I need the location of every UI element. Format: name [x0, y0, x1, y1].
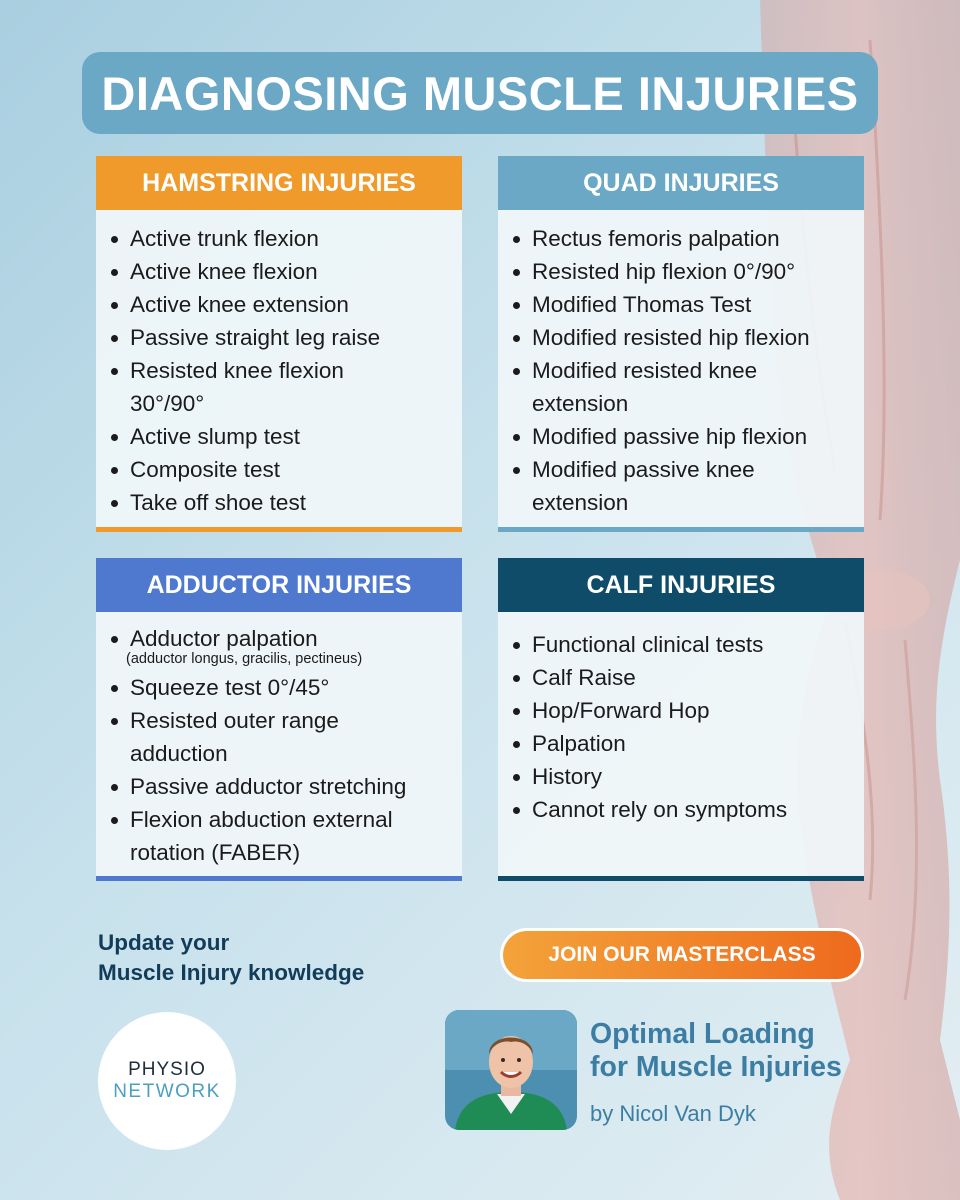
list-item: History	[510, 760, 854, 793]
list-item: Palpation	[510, 727, 854, 760]
hamstring-card	[96, 156, 462, 532]
logo-line-1: PHYSIO	[128, 1059, 206, 1080]
title-banner	[82, 52, 878, 134]
list-item: Rectus femoris palpation	[510, 222, 854, 255]
list-item: Modified passive hip flexion	[510, 420, 854, 453]
list-item: Squeeze test 0°/45°	[108, 671, 452, 704]
calf-card	[498, 558, 864, 881]
list-item: Modified resisted hip flexion	[510, 321, 854, 354]
page-title: DIAGNOSING MUSCLE INJURIES	[101, 66, 859, 120]
calf-card-body	[498, 612, 864, 876]
adductor-test-list	[108, 622, 452, 869]
join-masterclass-button[interactable]: JOIN OUR MASTERCLASS	[500, 928, 864, 982]
calf-test-list	[510, 628, 854, 826]
list-item: Modified Thomas Test	[510, 288, 854, 321]
list-item: Active knee flexion	[108, 255, 452, 288]
list-item: Passive adductor stretching	[108, 770, 452, 803]
course-title	[590, 1018, 890, 1084]
quad-test-list	[510, 222, 854, 519]
adductor-card-heading: ADDUCTOR INJURIES	[96, 558, 462, 612]
course-title-line-2: for Muscle Injuries	[590, 1051, 842, 1083]
update-line-1: Update your	[98, 930, 230, 955]
hamstring-test-list	[108, 222, 452, 519]
list-item: Active trunk flexion	[108, 222, 452, 255]
list-item: Hop/Forward Hop	[510, 694, 854, 727]
quad-card-heading: QUAD INJURIES	[498, 156, 864, 210]
quad-card	[498, 156, 864, 532]
instructor-photo-icon	[445, 1010, 577, 1130]
logo-line-2: NETWORK	[113, 1081, 221, 1102]
list-item: Composite test	[108, 453, 452, 486]
course-title-line-1: Optimal Loading	[590, 1018, 815, 1050]
list-item: Resisted hip flexion 0°/90°	[510, 255, 854, 288]
list-item: Take off shoe test	[108, 486, 452, 519]
update-line-2: Muscle Injury knowledge	[98, 960, 365, 985]
quad-card-underline	[498, 527, 864, 532]
adductor-palpation-label: Adductor palpation	[130, 626, 318, 651]
calf-card-heading: CALF INJURIES	[498, 558, 864, 612]
hamstring-card-body	[96, 210, 462, 527]
hamstring-card-heading: HAMSTRING INJURIES	[96, 156, 462, 210]
physio-network-logo[interactable]	[98, 1012, 236, 1150]
adductor-card-body	[96, 612, 462, 876]
adductor-palpation-note: (adductor longus, gracilis, pectineus)	[126, 651, 363, 667]
course-author: by Nicol Van Dyk	[590, 1101, 756, 1126]
list-item: Modified resisted knee extension	[510, 354, 854, 420]
quad-card-body	[498, 210, 864, 527]
list-item: Cannot rely on symptoms	[510, 793, 854, 826]
list-item: Modified passive knee extension	[510, 453, 854, 519]
list-item: Calf Raise	[510, 661, 854, 694]
list-item: Passive straight leg raise	[108, 321, 452, 354]
instructor-portrait	[445, 1010, 577, 1130]
update-knowledge-text	[98, 928, 458, 988]
adductor-card-underline	[96, 876, 462, 881]
list-item	[108, 622, 452, 667]
list-item: Resisted outer range adduction	[108, 704, 452, 770]
calf-card-underline	[498, 876, 864, 881]
list-item: Resisted knee flexion 30°/90°	[108, 354, 452, 420]
list-item: Active knee extension	[108, 288, 452, 321]
hamstring-card-underline	[96, 527, 462, 532]
list-item: Active slump test	[108, 420, 452, 453]
list-item: Flexion abduction external rotation (FABER)	[108, 803, 452, 869]
adductor-card	[96, 558, 462, 881]
list-item: Functional clinical tests	[510, 628, 854, 661]
